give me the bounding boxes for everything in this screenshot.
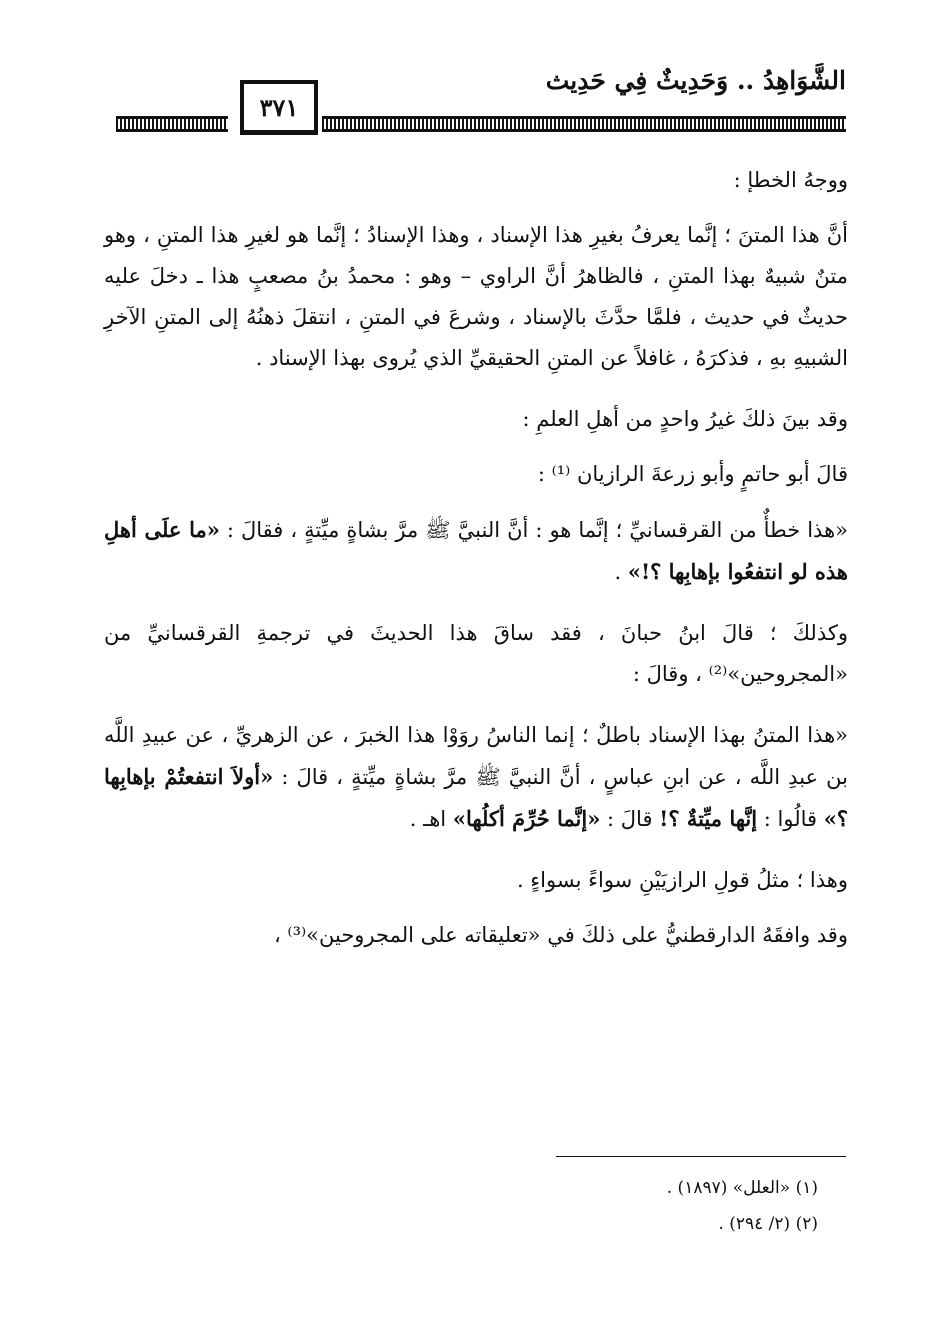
footnote-separator [556, 1156, 846, 1157]
paragraph-9: وقد وافقَهُ الدارقطنيُّ على ذلكَ في «تعليقاته على المجروحين»⁽³⁾ ، [273, 923, 848, 947]
quote-text: قالَ : [600, 807, 660, 831]
hadith-text: «أولاَ انتفعتُمْ بإهابِها ؟» [104, 764, 848, 831]
paragraph-7 [104, 715, 848, 840]
quote-end: . [614, 560, 628, 584]
header-rule-left [116, 116, 228, 132]
quote-end: اهـ . [409, 807, 453, 831]
hadith-text: إنَّها ميِّتةٌ ؟! [659, 806, 758, 831]
paragraph-5 [104, 509, 848, 593]
paragraph-1: ووجهُ الخطإ : [733, 168, 848, 192]
footnotes [318, 1170, 818, 1242]
running-title: الشَّوَاهِدُ .. وَحَدِيثٌ فِي حَدِيث [545, 66, 846, 95]
paragraph-2: أنَّ هذا المتنَ ؛ إنَّما يعرفُ بغيرِ هذا الإسناد ، وهذا الإسنادُ ؛ إنَّما هو لغيرِ هذا المتنِ ، وهو متنٌ شبيهٌ بهذا المتنِ ، فالظاهرُ أنَّ الراوي – وهو : محمدُ بنُ مصعبٍ هذا ـ دخلَ عليه حديثٌ في حديث ، فلمَّا حدَّثَ بالإسناد ، وشرعَ في المتنِ ، انتقلَ ذهنُهُ إلى المتنِ الآخرِ الشبيهِ بهِ ، فذكرَهُ ، غافلاً عن المتنِ الحقيقيِّ الذي يُروى بهذا الإسناد . [104, 223, 848, 370]
quote-text: قالُوا : [757, 807, 824, 831]
page-number: ٣٧١ [240, 80, 318, 135]
paragraph-8: وهذا ؛ مثلُ قولِ الرازيَيْنِ سواءً بسواءٍ . [516, 868, 848, 892]
paragraph-3: وقد بينَ ذلكَ غيرُ واحدٍ من أهلِ العلمِ : [522, 407, 848, 431]
quote-text: «هذا المتنُ بهذا الإسناد باطلٌ ؛ إنما الناسُ روَوْا هذا الخبرَ ، عن الزهريِّ ، عن عبيدِ اللَّه بن عبدِ اللَّه ، عن ابنِ عباسٍ ، أنَّ النبيَّ ﷺ مرَّ بشاةٍ ميِّتةٍ ، قالَ : [104, 723, 848, 789]
quote-text: «هذا خطأٌ من القرقسانيِّ ؛ إنَّما هو : أنَّ النبيَّ ﷺ مرَّ بشاةٍ ميِّتةٍ ، فقالَ : [219, 518, 849, 542]
header-rule-right [322, 116, 846, 132]
hadith-text: «ما علَى أهلِ هذه لو انتفعُوا بإهابِها ؟!» [104, 517, 848, 584]
hadith-text: «إنَّما حُرِّمَ أكلُها» [452, 806, 601, 831]
paragraph-4: قالَ أبو حاتمٍ وأبو زرعةَ الرازيان ⁽¹⁾ : [537, 462, 848, 486]
footnote-1: (١) «العلل» (١٨٩٧) . [666, 1178, 818, 1198]
body-text [104, 160, 848, 976]
paragraph-6: وكذلكَ ؛ قالَ ابنُ حبانَ ، فقد ساقَ هذا الحديثَ في ترجمةِ القرقسانيِّ من «المجروحين»⁽²⁾ ، وقالَ : [104, 621, 848, 686]
footnote-2: (٢) (٢/ ٢٩٤) . [718, 1214, 818, 1234]
